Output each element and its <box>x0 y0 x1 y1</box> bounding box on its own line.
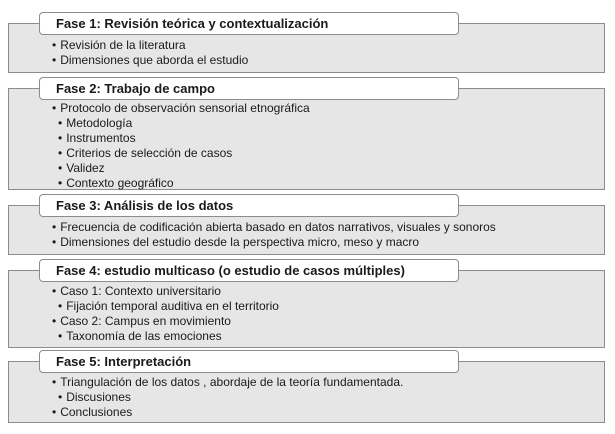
list-item: • Metodología <box>52 116 310 131</box>
list-item: • Caso 2: Campus en movimiento <box>52 314 279 329</box>
phase-1-items <box>52 38 248 68</box>
list-item: • Caso 1: Contexto universitario <box>52 284 279 299</box>
list-item: • Criterios de selección de casos <box>52 146 310 161</box>
list-item: • Validez <box>52 161 310 176</box>
list-item: • Frecuencia de codificación abierta basado en datos narrativos, visuales y sonoros <box>52 220 496 235</box>
list-item: • Dimensiones que aborda el estudio <box>52 53 248 68</box>
phase-5-items <box>52 375 403 420</box>
phase-5-header: Fase 5: Interpretación <box>39 350 459 373</box>
list-item: • Instrumentos <box>52 131 310 146</box>
list-item: • Revisión de la literatura <box>52 38 248 53</box>
phase-4-header: Fase 4: estudio multicaso (o estudio de casos múltiples) <box>39 259 459 282</box>
phase-2-items <box>52 101 310 191</box>
list-item: • Contexto geográfico <box>52 176 310 191</box>
list-item: • Taxonomía de las emociones <box>52 329 279 344</box>
phase-3-header: Fase 3: Análisis de los datos <box>39 194 459 217</box>
phase-2-header: Fase 2: Trabajo de campo <box>39 77 459 100</box>
list-item: • Conclusiones <box>52 405 403 420</box>
phase-3-items <box>52 220 496 250</box>
phase-1-header: Fase 1: Revisión teórica y contextualización <box>39 12 459 35</box>
phase-4-items <box>52 284 279 344</box>
list-item: • Dimensiones del estudio desde la perspectiva micro, meso y macro <box>52 235 496 250</box>
list-item: • Protocolo de observación sensorial etnográfica <box>52 101 310 116</box>
list-item: • Discusiones <box>52 390 403 405</box>
list-item: • Triangulación de los datos , abordaje de la teoría fundamentada. <box>52 375 403 390</box>
list-item: • Fijación temporal auditiva en el territorio <box>52 299 279 314</box>
